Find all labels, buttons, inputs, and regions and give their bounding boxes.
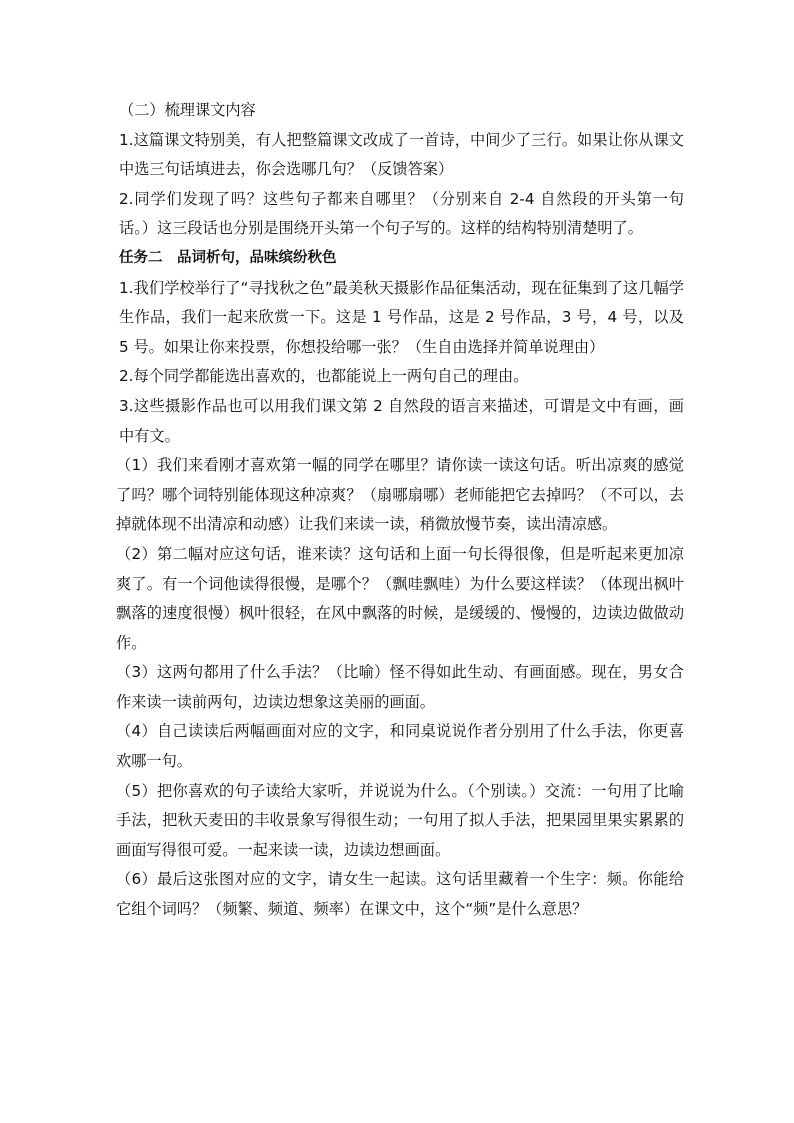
task-heading: 任务二 品词析句，品味缤纷秋色 [119,249,337,266]
document-page [116,96,684,925]
sub-paragraph-5: （5）把你喜欢的句子读给大家听，并说说为什么。（个别读。）交流：一句用了比喻手法，把秋天麦田的丰收景象写得很生动；一句用了拟人手法，把果园里果实累累的画面写得很可爱。一起来读一读，边读边想画面。 [116,781,684,859]
sub-paragraph-2: （2）第二幅对应这句话，谁来读？这句话和上面一句长得很像，但是听起来更加凉爽了。有一个词他读得很慢，是哪个？（飘哇飘哇）为什么要这样读？（体现出枫叶飘落的速度很慢）枫叶很轻，在风中飘落的时候，是缓缓的、慢慢的，边读边做做动作。 [116,544,684,652]
paragraph-2: 2.同学们发现了吗？这些句子都来自哪里？（分别来自 2-4 自然段的开头第一句话。）这三段话也分别是围绕开头第一个句子写的。这样的结构特别清楚明了。 [119,189,684,238]
sub-paragraph-6: （6）最后这张图对应的文字，请女生一起读。这句话里藏着一个生字：频。你能给它组个词吗？（频繁、频道、频率）在课文中，这个“频”是什么意思？ [116,870,684,919]
paragraph-4: 1.我们学校举行了“寻找秋之色”最美秋天摄影作品征集活动，现在征集到了这几幅学生作品，我们一起来欣赏一下。这是 1 号作品，这是 2 号作品，3 号，4 号，以及 5 号。如果让你来投票，你想投给哪一张？（生自由选择并简单说理由） [119,278,684,356]
sub-paragraph-3: （3）这两句都用了什么手法？（比喻）怪不得如此生动、有画面感。现在，男女合作来读一读前两句，边读边想象这美丽的画面。 [116,663,684,711]
paragraph-1: 1.这篇课文特别美，有人把整篇课文改成了一首诗，中间少了三行。如果让你从课文中选三句话填进去，你会选哪几句？（反馈答案） [119,130,684,179]
paragraph-6: 3.这些摄影作品也可以用我们课文第 2 自然段的语言来描述，可谓是文中有画，画中有文。 [119,396,684,445]
sub-paragraph-4: （4）自己读读后两幅画面对应的文字，和同桌说说作者分别用了什么手法，你更喜欢哪一句。 [116,722,684,771]
section-title: （二）梳理课文内容 [119,101,256,119]
paragraph-5: 2.每个同学都能选出喜欢的，也都能说上一两句自己的理由。 [119,367,529,386]
sub-paragraph-1: （1）我们来看刚才喜欢第一幅的同学在哪里？请你读一读这句话。听出凉爽的感觉了吗？哪个词特别能体现这种凉爽？（扇哪扇哪）老师能把它去掉吗？（不可以，去掉就体现不出清凉和动感）让我们来读一读，稍微放慢节奏，读出清凉感。 [116,456,684,534]
